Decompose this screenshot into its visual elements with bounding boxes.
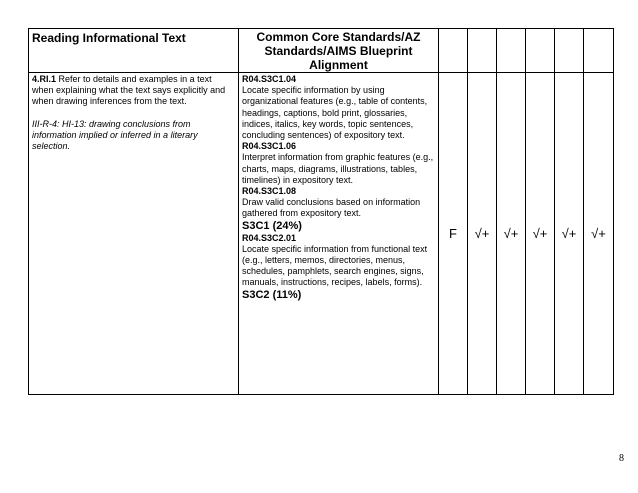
- mark-cell: √+: [526, 73, 555, 395]
- alignment-text: Locate specific information from functional text (e.g., letters, memos, directories, menus, schedules, pamphlets, search engines, signs, manuals, instructions, recipes, labels, forms).: [242, 243, 428, 288]
- header-empty-cell: [439, 29, 468, 73]
- alignment-code: R04.S3C1.06: [242, 141, 297, 152]
- alignment-code: R04.S3C2.01: [242, 232, 297, 243]
- header-reading-informational-text: Reading Informational Text: [29, 29, 239, 73]
- header-row: [29, 29, 614, 73]
- standard-note: III-R-4: HI-13: drawing conclusions from information implied or inferred in a literary selection.: [32, 118, 198, 152]
- header-empty-cell: [526, 29, 555, 73]
- page-number: 8: [619, 453, 624, 464]
- standard-code: 4.RI.1: [32, 74, 57, 84]
- mark-cell: F: [439, 73, 468, 395]
- standard-description: [32, 74, 235, 108]
- mark-cell: √+: [555, 73, 584, 395]
- alignment-code: R04.S3C1.08: [242, 186, 297, 197]
- header-empty-cell: [555, 29, 584, 73]
- header-empty-cell: [468, 29, 497, 73]
- standards-table: [28, 28, 614, 395]
- alignment-text: Interpret information from graphic features (e.g., charts, maps, diagrams, illustrations, tables, timelines) in expository text.: [242, 152, 434, 185]
- strand-summary: S3C2 (11%): [242, 288, 302, 301]
- mark-cell: √+: [468, 73, 497, 395]
- standard-row: [29, 73, 614, 395]
- mark-cell: √+: [584, 73, 614, 395]
- mark-cell: √+: [497, 73, 526, 395]
- header-empty-cell: [497, 29, 526, 73]
- header-empty-cell: [584, 29, 614, 73]
- standard-description-cell: [29, 73, 239, 395]
- alignment-code: R04.S3C1.04: [242, 74, 297, 84]
- alignment-cell: [239, 73, 439, 395]
- header-alignment: Common Core Standards/AZ Standards/AIMS Blueprint Alignment: [239, 29, 439, 73]
- standard-text: Refer to details and examples in a text when explaining what the text says explicitly and when drawing inferences from the text.: [32, 74, 226, 107]
- alignment-text: Draw valid conclusions based on information gathered from expository text.: [242, 197, 421, 219]
- alignment-text: Locate specific information by using organizational features (e.g., table of contents, headings, captions, bold print, glossaries, indices, italics, key words, topic sentences, concluding sentences) of expository text.: [242, 85, 428, 141]
- strand-summary: S3C1 (24%): [242, 219, 302, 232]
